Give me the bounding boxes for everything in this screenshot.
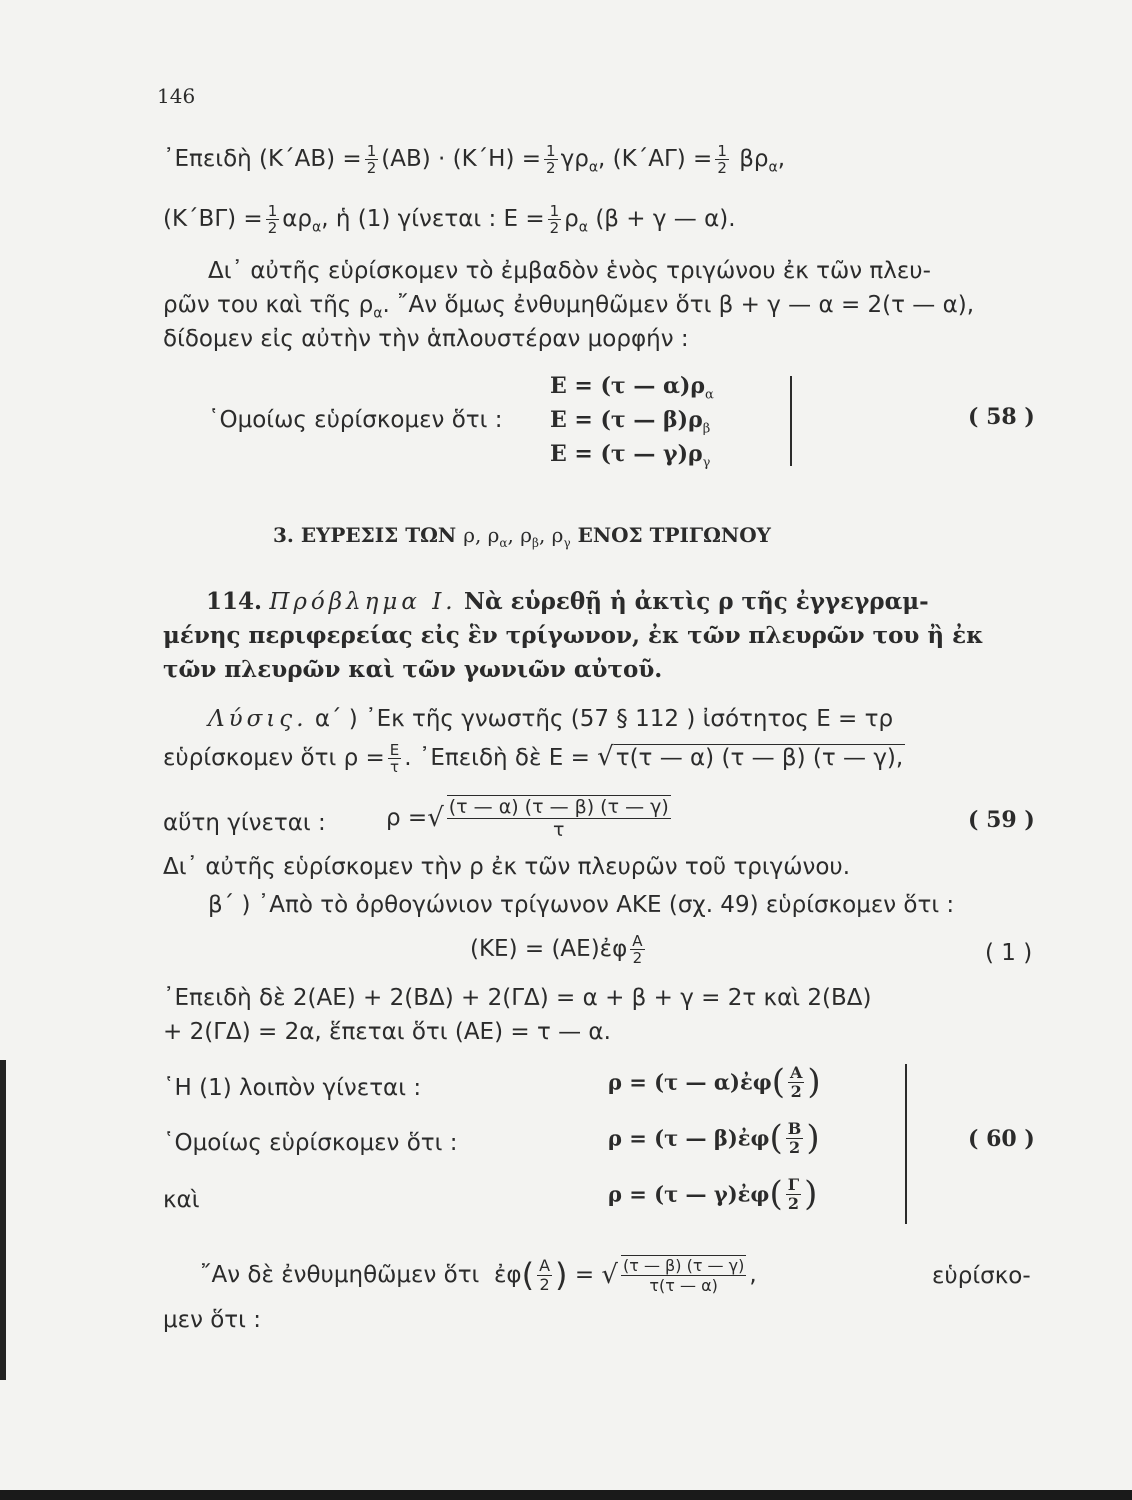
scan-edge-bottom [0,1490,1132,1500]
eq60-row-2: ρ = (τ — β)ἐφ( $\frac{B}{2}$ ) [608,1118,820,1158]
right-brace-60 [905,1064,907,1224]
eq59-label: αὕτη γίνεται : [163,810,326,836]
paragraph-1-line-3: δίδομεν εἰς αὐτὴν τὴν ἁπλουστέραν μορφήν : [163,326,689,352]
eq60-label-1: ῾Η (1) λοιπὸν γίνεται : [163,1075,422,1101]
solution-line-5: β΄ ) ᾿Απὸ τὸ ὀρθογώνιον τρίγωνον ΑΚΕ (σχ. 49) εὑρίσκομεν ὅτι : [208,892,955,918]
last-line-1-end: εὑρίσκο- [932,1263,1031,1289]
problem-line-3: τῶν πλευρῶν καὶ τῶν γωνιῶν αὐτοῦ. [163,656,663,683]
eq1-number: ( 1 ) [985,940,1033,966]
solution-line-7: ᾿Επειδὴ δὲ 2(ΑΕ) + 2(ΒΔ) + 2(ΓΔ) = α + β + γ = 2τ καὶ 2(ΒΔ) [163,985,872,1011]
eq58-number: ( 58 ) [968,404,1035,430]
solution-line-2: εὑρίσκομεν ὅτι ρ = $\frac{E}{\tau}$ . ᾿Επειδὴ δὲ Ε = √τ(τ — α) (τ — β) (τ — γ), [163,741,904,776]
eq60-label-3: καὶ [163,1187,200,1213]
eq58-label: ῾Ομοίως εὑρίσκομεν ὅτι : [208,407,503,433]
paragraph-1-line-2: ρῶν του καὶ τῆς $\rho_\alpha$. ῎Αν ὅμως ἐνθυμηθῶμεν ὅτι β + γ — α = 2(τ — α), [163,292,975,322]
paragraph-1-line-1: Δι᾿ αὐτῆς εὑρίσκομεν τὸ ἐμβαδὸν ἑνὸς τριγώνου ἐκ τῶν πλευ- [208,258,931,284]
last-line-2: μεν ὅτι : [163,1307,261,1333]
eq58-row-2: Ε = (τ — $\beta)\rho_\beta$ [550,407,711,437]
eq59: ρ =√ $\frac{(\tau — \alpha) (\tau — \beta) (\tau — \gamma)}{\tau}$ [386,796,669,841]
eq60-row-1: ρ = (τ — α)ἐφ( $\frac{A}{2}$ ) [608,1062,821,1102]
eq58-row-3: Ε = (τ — $\gamma)\rho_\gamma$ [550,441,711,471]
last-line-1: ῎Αν δὲ ἐνθυμηθῶμεν ὅτι ἐφ( $\frac{A}{2}$ ) = √ $\frac{(\tau — \beta) (\tau — \gamma)}{\tau(\tau — \alpha)}$ , [200,1255,757,1295]
solution-line-4: Δι᾿ αὐτῆς εὑρίσκομεν τὴν ρ ἐκ τῶν πλευρῶν τοῦ τριγώνου. [163,854,851,880]
page-number: 146 [157,84,196,108]
problem-line-1: 114. Πρόβλημα Ι. Νὰ εὑρεθῇ ἡ ἀκτὶς ρ τῆς ἐγγεγραμ- [206,588,929,615]
eq60-label-2: ῾Ομοίως εὑρίσκομεν ὅτι : [163,1130,458,1156]
section-heading: 3. ΕΥΡΕΣΙΣ ΤΩΝ ρ, $\rho_\alpha$, $\rho_\beta$, $\rho_\gamma$ ΕΝΟΣ ΤΡΙΓΩΝΟΥ [273,523,771,550]
scan-edge-left [0,1060,6,1380]
solution-line-8: + 2(ΓΔ) = 2α, ἕπεται ὅτι (ΑΕ) = τ — α. [163,1019,611,1045]
problem-line-2: μένης περιφερείας εἰς ἓν τρίγωνον, ἐκ τῶν πλευρῶν του ἢ ἐκ [163,622,984,649]
eq59-number: ( 59 ) [968,807,1035,833]
eq60-row-3: ρ = (τ — γ)ἐφ( $\frac{\Gamma}{2}$ ) [608,1174,818,1214]
eq1: (ΚΕ) = (ΑΕ)ἐφ $\frac{A}{2}$ [470,932,643,967]
eq58-row-1: Ε = (τ — $\alpha)\rho_\alpha$ [550,373,714,403]
eq60-number: ( 60 ) [968,1126,1035,1152]
formula-line-2: (Κ΄ΒΓ) = $\frac{1}{2}$ $\alpha\rho_\alpha$, ἡ (1) γίνεται : Ε = $\frac{1}{2}$ $\rho_\alpha$ (β + γ — α). [163,202,736,237]
right-brace [790,376,792,466]
formula-line-1: ᾿Επειδὴ (Κ΄ΑΒ) = $\frac{1}{2}$ (ΑΒ) · (Κ΄Η) = $\frac{1}{2}$ $\gamma\rho_\alpha$, (Κ΄ΑΓ) = $\frac{1}{2}$ $\beta\rho_\alpha$, [163,142,786,177]
solution-line-1: Λύσις. α΄ ) ᾿Εκ τῆς γνωστῆς (57 § 112 ) ἰσότητος Ε = τρ [208,706,894,732]
